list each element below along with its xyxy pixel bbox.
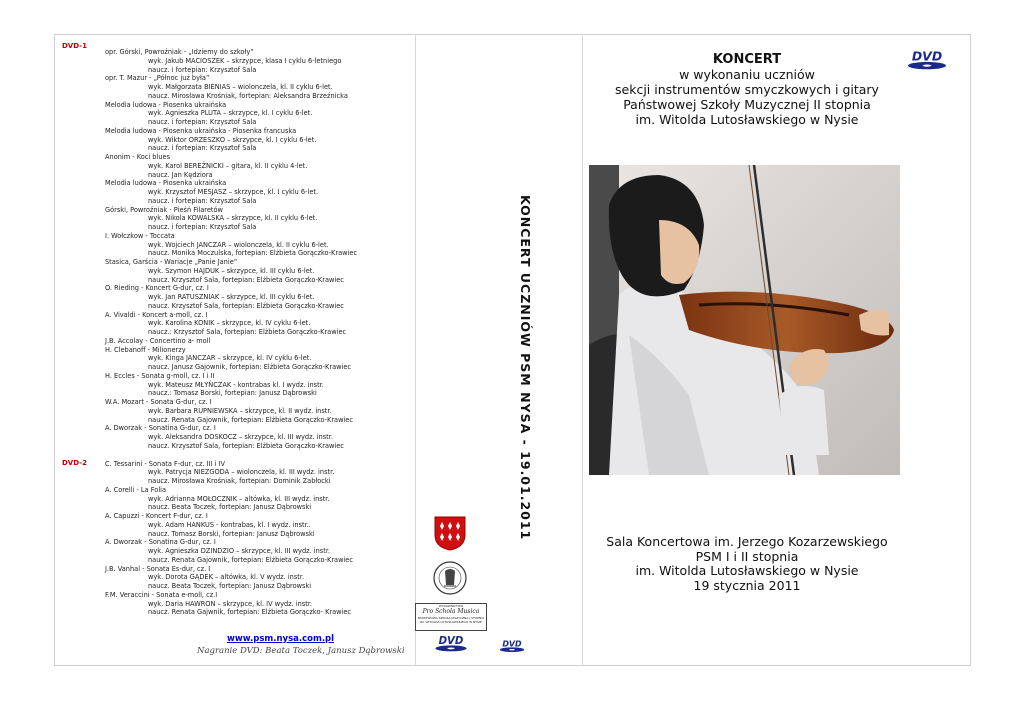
- performer-line: wyk. Daria HAWRON – skrzypce, kl. IV wydz. instr.: [148, 599, 313, 608]
- performer-line: naucz.: Tomasz Borski, fortepian: Janusz Dąbrowski: [148, 389, 317, 398]
- pro-schola-musica-logo: [415, 603, 487, 631]
- svg-text:DVD: DVD: [911, 48, 943, 64]
- performer-line: wyk. Karol BEREŹNICKI – gitara, kl. II cyklu 4-let.: [148, 161, 308, 170]
- svg-text:DVD: DVD: [438, 636, 464, 648]
- performer-line: wyk. Szymon HAJDUK – skrzypce, kl. III cyklu 6-let.: [148, 266, 315, 275]
- piece-line: Stasica, Garścia - Wariacje „Panie Janie”: [105, 258, 238, 266]
- performer-line: wyk. Jan RATUSZNIAK – skrzypce, kl. III cyklu 6-let.: [148, 293, 315, 301]
- dvd1-track-list: [105, 48, 405, 451]
- dvd-logo-icon: [905, 46, 949, 72]
- performer-line: wyk. Mateusz MŁYŃCZAK - kontrabas kl. I wydz. instr.: [148, 380, 324, 389]
- dvd2-track-list: [105, 460, 405, 618]
- performer-line: wyk. Patrycja NIEZGODA – wiolonczela, kl. III wydz. instr.: [148, 468, 335, 477]
- performer-line: wyk. Karolina KONIK – skrzypce, kl. IV cyklu 6-let.: [148, 319, 311, 328]
- performer-line: wyk. Jakub MACIOSZEK – skrzypce, klasa I cyklu 6-letniego: [148, 56, 342, 65]
- piece-line: O. Rieding - Koncert G-dur, cz. I: [105, 284, 209, 293]
- performer-line: wyk. Agnieszka PLUTA – skrzypce, kl. I cyklu 6-let.: [148, 109, 313, 118]
- performer-line: naucz. i fortepian: Krzysztof Sala: [148, 118, 257, 126]
- violinist-photo: [589, 165, 900, 475]
- performer-line: naucz. Beata Toczek, fortepian: Janusz Dąbrowski: [148, 503, 312, 512]
- psm-logo-line-4: IM. WITOLDA LUTOSŁAWSKIEGO W NYSIE: [420, 620, 482, 624]
- performer-line: naucz. Mirosława Krośniak, fortepian: Aleksandra Brzeźnicka: [148, 91, 348, 100]
- performer-line: naucz. Renata Gajownik, fortepian: Elżbieta Gorączko-Krawiec: [148, 415, 353, 424]
- piece-line: A. Dworzak - Sonatina G-dur, cz. I: [105, 424, 216, 433]
- performer-line: naucz.: Krzysztof Sala, fortepian: Elżbieta Gorączko-Krawiec: [148, 328, 347, 336]
- performer-line: naucz. Krzysztof Sala, fortepian: Elżbieta Gorączko-Krawiec: [148, 275, 344, 284]
- performer-line: naucz. Renata Gajownik, fortepian: Elżbieta Gorączko-Krawiec: [148, 555, 353, 564]
- performer-line: wyk. Kinga JANCZAR – skrzypce, kl. IV cyklu 6-let.: [148, 354, 312, 363]
- venue-line: im. Witolda Lutosławskiego w Nysie: [635, 563, 859, 578]
- piece-line: Anonim - Koci blues: [105, 153, 171, 161]
- piece-line: Melodia ludowa - Piosenka ukraińska: [105, 179, 227, 188]
- performer-line: wyk. Barbara RUPNIEWSKA – skrzypce, kl. II wydz. instr.: [148, 406, 332, 415]
- psm-logo-line-2: Pro Schola Musica: [422, 608, 480, 615]
- performer-line: naucz. Monika Moczulska, fortepian: Elżbieta Gorączko-Krawiec: [148, 249, 358, 258]
- dvd2-label: DVD-2: [62, 459, 87, 467]
- performer-line: wyk. Adam HANKUS - kontrabas, kl. I wydz. instr..: [148, 520, 311, 529]
- performer-line: naucz. Mirosława Krośniak, fortepian: Dominik Zabłocki: [148, 477, 331, 485]
- concert-title-block: [592, 52, 902, 127]
- performer-line: wyk. Agnieszka DZINDZIO – skrzypce, kl. III wydz. instr.: [148, 547, 331, 555]
- piece-line: A. Corelli - La Folia: [105, 485, 167, 494]
- performer-line: wyk. Krzysztof MESJASZ – skrzypce, kl. I cyklu 6-let.: [148, 188, 319, 196]
- piece-line: H. Clebanoff - Milionerzy: [105, 345, 186, 354]
- piece-line: A. Capuzzi - Koncert F-dur, cz. I: [105, 512, 208, 520]
- piece-line: J.B. Vanhal - Sonata Es-dur, cz. I: [105, 564, 211, 573]
- piece-line: W.A. Mozart - Sonata G-dur, cz. I: [105, 398, 212, 406]
- performer-line: naucz. Krzysztof Sala, fortepian: Elżbieta Gorączko-Krawiec: [148, 441, 344, 450]
- venue-block: [592, 535, 902, 593]
- performer-line: naucz. Beata Toczek, fortepian: Janusz Dąbrowski: [148, 582, 312, 590]
- piece-line: Melodia ludowa - Piosenka ukraińska: [105, 100, 227, 109]
- title-line: w wykonaniu uczniów: [679, 67, 815, 82]
- title-line: Państwowej Szkoły Muzycznej II stopnia: [623, 97, 871, 112]
- concert-date: 19 stycznia 2011: [693, 577, 801, 593]
- performer-line: naucz. i fortepian: Krzysztof Sala: [148, 223, 257, 231]
- violinist-image: [589, 165, 900, 475]
- performer-line: wyk. Nikola KOWALSKA – skrzypce, kl. II cyklu 6-let.: [148, 214, 318, 223]
- performer-line: wyk. Małgorzata BIENIAS – wiolonczela, kl. II cyklu 6-let.: [148, 83, 333, 91]
- piece-line: J.B. Accolay - Concertino a- moll: [105, 336, 211, 345]
- performer-line: wyk. Adrianna MOŁOCZNIK – altówka, kl. III wydz. instr.: [148, 494, 330, 503]
- spine-divider-right: [582, 34, 583, 666]
- piece-line: H. Eccles - Sonata g-moll, cz. I i II: [105, 371, 215, 380]
- title-line: im. Witolda Lutosławskiego w Nysie: [635, 112, 859, 127]
- piece-line: opr. Górski, Powroźniak - „Idziemy do szkoły”: [105, 48, 254, 56]
- website-link[interactable]: www.psm.nysa.com.pl: [227, 634, 335, 644]
- spine-title: KONCERT UCZNIÓW PSM NYSA - 19.01.2011: [518, 195, 533, 541]
- track-list: [105, 48, 405, 617]
- piece-line: Górski, Powroźniak - Pieśń Filaretów: [105, 205, 223, 214]
- venue-line: PSM I i II stopnia: [695, 548, 799, 564]
- piece-line: A. Vivaldi - Koncert a-moll, cz. I: [105, 310, 208, 319]
- dvd-logo-icon: [433, 633, 469, 653]
- performer-line: wyk. Aleksandra DOSKOCZ – skrzypce, kl. III wydz. instr.: [148, 433, 333, 441]
- dvd1-label: DVD-1: [62, 42, 87, 50]
- svg-text:DVD: DVD: [502, 639, 522, 649]
- spine-divider-left: [415, 34, 416, 666]
- dvd-gap: [105, 451, 405, 460]
- performer-line: wyk. Dorota GĄDEK – altówka, kl. V wydz. instr.: [148, 573, 305, 582]
- performer-line: naucz. Renata Gajwnik, fortepian: Elżbieta Gorączko- Krawiec: [148, 608, 352, 617]
- psm-logo-line-1: WYDAWNICTWO: [438, 604, 464, 608]
- performer-line: naucz. i fortepian: Krzysztof Sala: [148, 196, 257, 205]
- piece-line: Melodia ludowa - Piosenka ukraińska - Piosenka francuska: [105, 126, 297, 135]
- performer-line: wyk. Wiktor ORZESZKO – skrzypce, kl. I cyklu 6-let.: [148, 135, 317, 144]
- performer-line: naucz. Janusz Gajownik, fortepian: Elżbieta Gorączko-Krawiec: [148, 363, 352, 371]
- piece-line: opr. T. Mazur - „Północ już była”: [105, 74, 210, 83]
- performer-line: naucz. Krzysztof Sala, fortepian: Elżbieta Gorączko-Krawiec: [148, 301, 344, 310]
- venue-line: Sala Koncertowa im. Jerzego Kozarzewskiego: [606, 534, 888, 549]
- performer-line: naucz. i fortepian: Krzysztof Sala: [148, 65, 257, 74]
- performer-line: naucz. i fortepian: Krzysztof Sala: [148, 144, 257, 153]
- concert-title: KONCERT: [712, 52, 782, 67]
- performer-line: naucz. Tomasz Borski, fortepian: Janusz Dąbrowski: [148, 529, 315, 538]
- title-line: sekcji instrumentów smyczkowych i gitary: [615, 82, 879, 97]
- dvd-logo-icon: [498, 638, 526, 653]
- piece-line: I. Wołczkow - Toccata: [105, 231, 175, 240]
- performer-line: naucz. Jan Kędziora: [148, 170, 213, 179]
- coat-of-arms-icon: [433, 515, 467, 551]
- piece-line: A. Dworzak - Sonatina G-dur, cz. I: [105, 538, 216, 547]
- psm-logo-line-3: PAŃSTWOWA SZKOŁA MUZYCZNA I STOPNIA: [417, 616, 485, 620]
- performer-line: wyk. Wojciech JANCZAR – wiolonczela, kl. II cyklu 6-let.: [148, 240, 329, 249]
- recording-credits: Nagranie DVD: Beata Toczek, Janusz Dąbrowski: [197, 646, 405, 656]
- piece-line: F.M. Veraccini - Sonata e-moll, cz.I: [105, 590, 218, 599]
- school-emblem-icon: [432, 560, 468, 596]
- piece-line: C. Tessarini - Sonata F-dur, cz. III i IV: [105, 459, 225, 468]
